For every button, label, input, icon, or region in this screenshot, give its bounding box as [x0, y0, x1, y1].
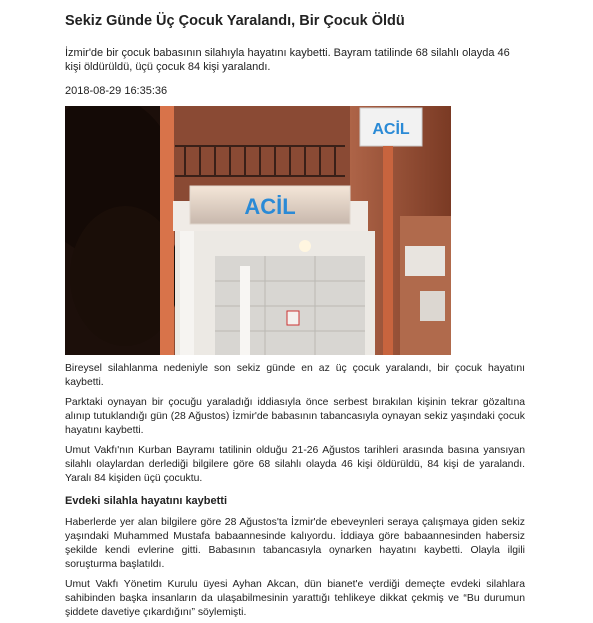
paragraph-2: Parktaki oynayan bir çocuğu yaraladığı iddiasıyla önce serbest bırakılan kişinin tekrar gözaltına alınıp tutuklandığı gün (28 Ağustos) İzmir'de babasının tabancasıyla oynayan sekiz yaşındaki çocuk hayatını kaybetti.: [65, 397, 525, 436]
paragraph-3: Umut Vakfı'nın Kurban Bayramı tatilinin olduğu 21-26 Ağustos tarihleri arasında basına yansıyan silahlı olaylardan derlediği bilgilere göre 68 silahlı olayda 46 kişi öldürüldü, 84 kişi de yaralandı. Yaralı 84 kişiden üçü çocuktu.: [65, 445, 525, 484]
article-title: Sekiz Günde Üç Çocuk Yaralandı, Bir Çocuk Öldü: [65, 13, 405, 29]
article-lead: İzmir'de bir çocuk babasının silahıyla hayatını kaybetti. Bayram tatilinde 68 silahlı olayda 46 kişi öldürüldü, üçü çocuk 84 kişi yaralandı.: [65, 47, 510, 73]
paragraph-4: Haberlerde yer alan bilgilere göre 28 Ağustos'ta İzmir'de ebeveynleri seraya çalışmaya giden sekiz yaşındaki Muhammed Mustafa babaannesinde kalıyordu. İddiaya göre babaannesinden habersiz şekilde kendi evlerine gitti. Babasının tabancasıyla oynarken hayatını kaybetti. Olayla ilgili soruşturma başlatıldı.: [65, 517, 525, 570]
photo-sign-main: ACİL: [244, 194, 296, 219]
article-date: 2018-08-29 16:35:36: [65, 85, 168, 97]
article: [65, 0, 525, 620]
emergency-entrance-photo: [65, 106, 451, 355]
paragraph-1: Bireysel silahlanma nedeniyle son sekiz günde en az üç çocuk yaralandı, bir çocuk hayatını kaybetti.: [65, 363, 525, 388]
photo-sign-top: ACİL: [372, 121, 410, 138]
paragraph-5: Umut Vakfı Yönetim Kurulu üyesi Ayhan Akcan, dün bianet'e verdiği demeçte evdeki silahlara sahibinden başka insanların da ulaşabilmesinin yarattığı tehlikeye dikkat çekmiş ve “Bu durumun şiddete davetiye çıkardığını” söylemişti.: [65, 579, 525, 618]
article-subheading: Evdeki silahla hayatını kaybetti: [65, 495, 228, 507]
article-photo: [65, 106, 451, 355]
